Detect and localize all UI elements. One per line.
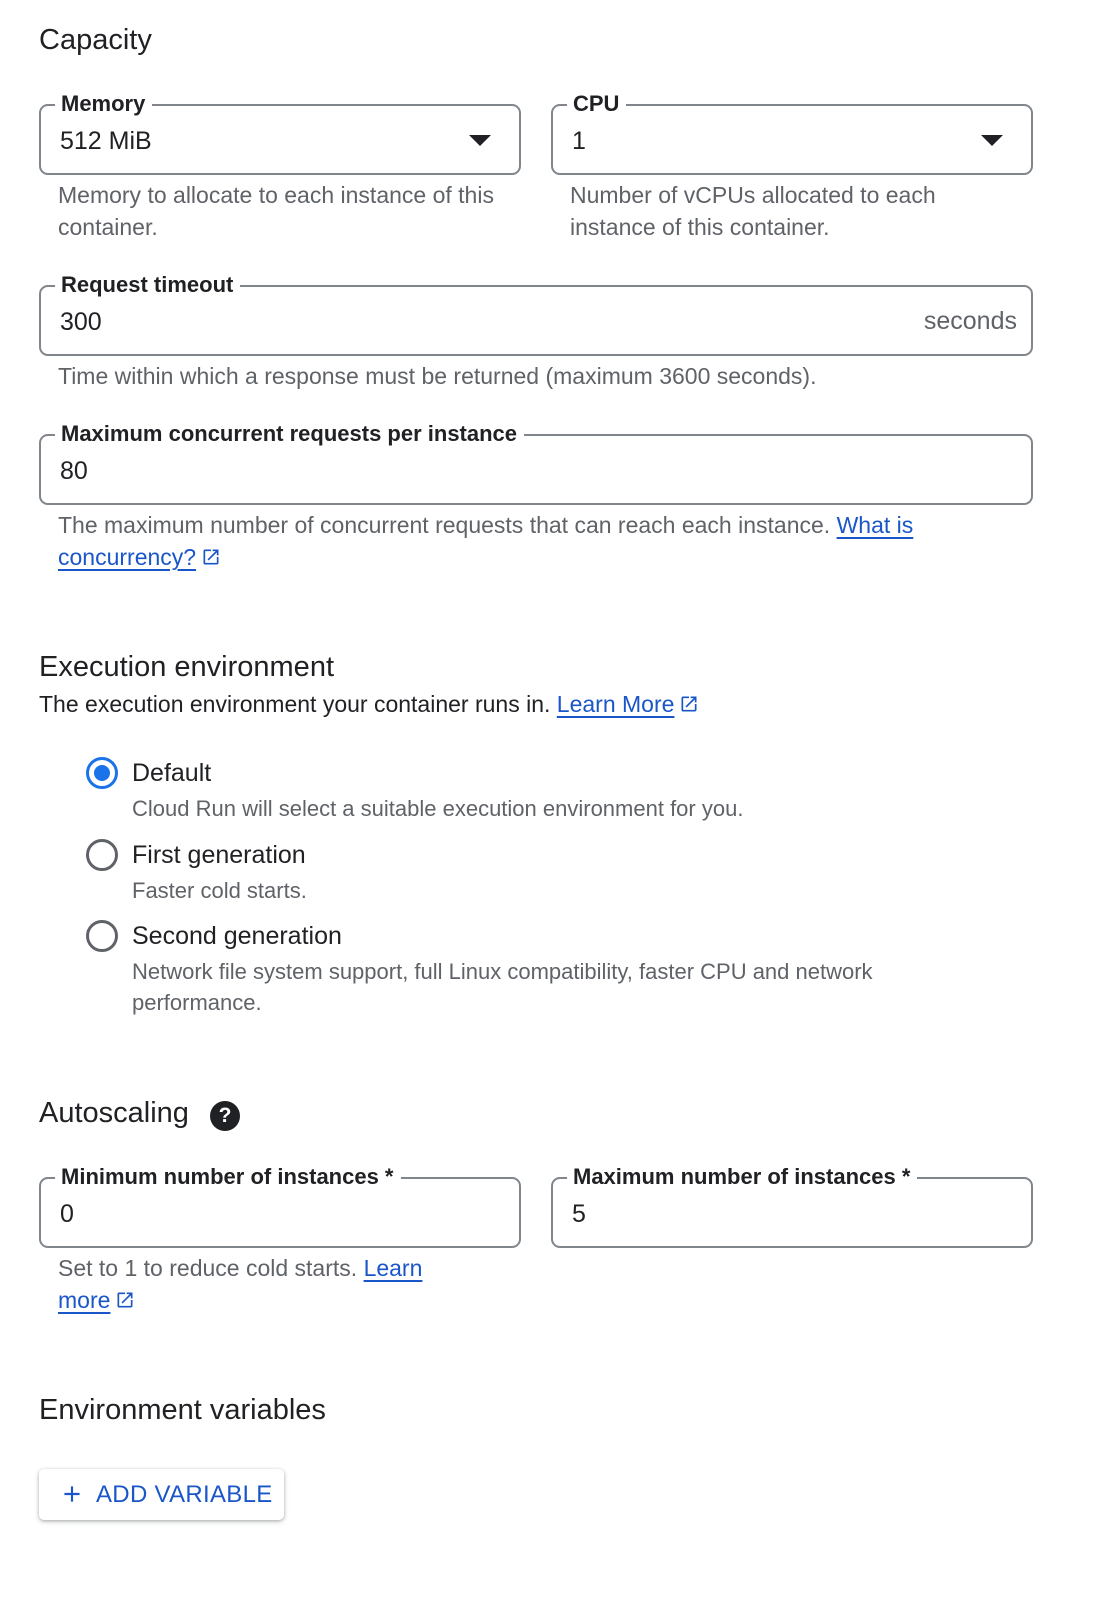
max-concurrency-input[interactable] xyxy=(39,421,1033,505)
request-timeout-label: Request timeout xyxy=(55,271,240,299)
execution-environment-title: Execution environment xyxy=(39,651,334,683)
learn-more-autoscaling-link[interactable]: Learn more xyxy=(58,1255,423,1313)
radio-description-second-generation: Network file system support, full Linux compatibility, faster CPU and network performance. xyxy=(132,959,873,1015)
radio-description-first-generation: Faster cold starts. xyxy=(132,878,307,903)
max-concurrency-help xyxy=(58,509,948,573)
capacity-title: Capacity xyxy=(39,24,152,56)
what-is-concurrency-link[interactable]: What is concurrency? xyxy=(58,512,914,570)
memory-select[interactable] xyxy=(39,91,521,175)
min-instances-input[interactable] xyxy=(39,1164,521,1248)
radio-label-first-generation: First generation xyxy=(132,841,306,869)
caret-down-icon xyxy=(469,135,491,146)
max-instances-input[interactable] xyxy=(551,1164,1033,1248)
memory-label: Memory xyxy=(55,90,152,118)
execution-description-text: The execution environment your container runs in. xyxy=(39,691,551,717)
help-circle-icon[interactable]: ? xyxy=(210,1101,240,1131)
max-concurrency-help-text: The maximum number of concurrent requests that can reach each instance. xyxy=(58,512,831,538)
cpu-label: CPU xyxy=(567,90,626,118)
min-instances-help-text: Set to 1 to reduce cold starts. xyxy=(58,1255,358,1281)
plus-icon xyxy=(59,1481,85,1507)
min-instances-help xyxy=(58,1252,458,1316)
autoscaling-title: Autoscaling xyxy=(39,1097,189,1129)
max-concurrency-label: Maximum concurrent requests per instance xyxy=(55,420,524,448)
radio-label-default: Default xyxy=(132,759,212,787)
add-variable-button[interactable] xyxy=(39,1469,284,1520)
radio-label-second-generation: Second generation xyxy=(132,922,342,950)
cpu-value: 1 xyxy=(572,127,586,155)
execution-environment-description xyxy=(39,688,1039,720)
open-in-new-icon xyxy=(115,1290,135,1310)
request-timeout-suffix: seconds xyxy=(923,307,1017,335)
cpu-select[interactable] xyxy=(551,91,1033,175)
request-timeout-input[interactable] xyxy=(39,272,1033,356)
radio-button[interactable] xyxy=(86,920,118,952)
min-instances-label: Minimum number of instances * xyxy=(55,1163,401,1191)
environment-variables-title: Environment variables xyxy=(39,1394,326,1426)
max-instances-value: 5 xyxy=(572,1200,586,1228)
learn-more-execution-link[interactable]: Learn More xyxy=(557,691,700,717)
open-in-new-icon xyxy=(201,547,221,567)
radio-button[interactable] xyxy=(86,839,118,871)
max-instances-label: Maximum number of instances * xyxy=(567,1163,917,1191)
request-timeout-value: 300 xyxy=(60,308,102,336)
open-in-new-icon xyxy=(679,694,699,714)
memory-value: 512 MiB xyxy=(60,127,152,155)
cpu-help: Number of vCPUs allocated to each instance of this container. xyxy=(570,182,936,240)
radio-description-default: Cloud Run will select a suitable execution environment for you. xyxy=(132,796,744,821)
max-concurrency-value: 80 xyxy=(60,457,88,485)
caret-down-icon xyxy=(981,135,1003,146)
add-variable-label: ADD VARIABLE xyxy=(96,1481,273,1508)
radio-button-checked[interactable] xyxy=(86,757,118,789)
request-timeout-help: Time within which a response must be returned (maximum 3600 seconds). xyxy=(58,363,817,389)
min-instances-value: 0 xyxy=(60,1200,74,1228)
memory-help: Memory to allocate to each instance of this container. xyxy=(58,182,494,240)
